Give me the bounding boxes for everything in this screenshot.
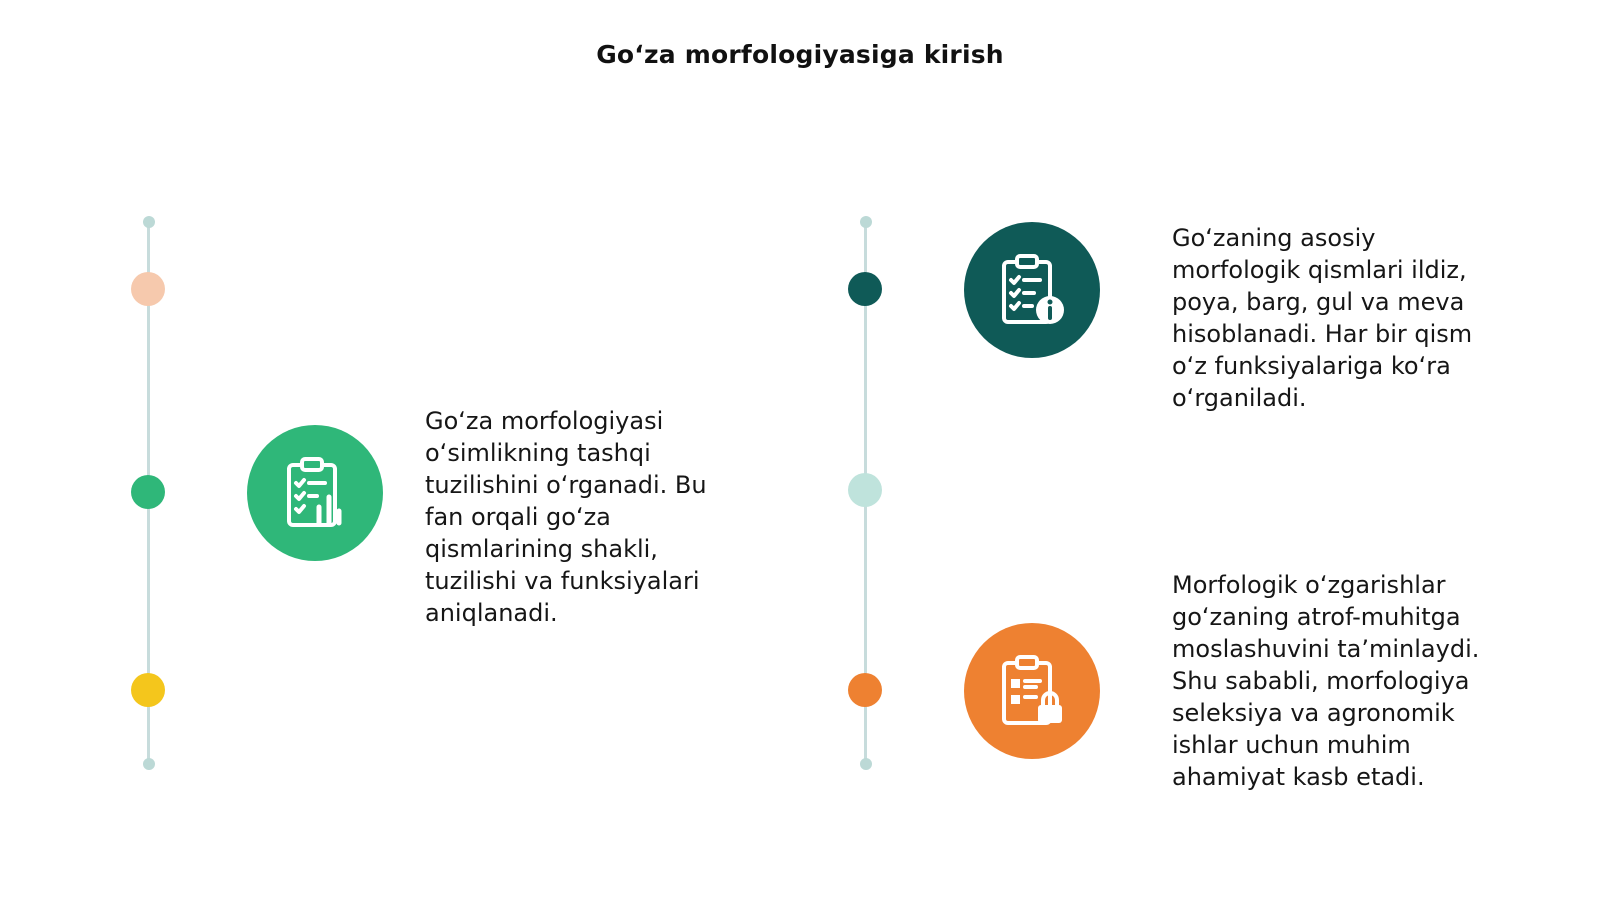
item-3-text: Morfologik oʻzgarishlar goʻzaning atrof-muhitga moslashuvini taʼminlaydi. Shu sababli, morfologiya seleksiya va agronomik ishlar uchun muhim ahamiyat kasb etadi. [1172, 571, 1480, 791]
left-timeline-node-peach [131, 272, 165, 306]
clipboard-info-icon [964, 222, 1100, 358]
page-title: Goʻza morfologiyasiga kirish [596, 40, 1004, 69]
left-timeline-bottom-dot [143, 758, 155, 770]
left-timeline-node-green [131, 475, 165, 509]
clipboard-lock-icon [964, 623, 1100, 759]
right-timeline-bottom-dot [860, 758, 872, 770]
left-timeline-top-dot [143, 216, 155, 228]
item-1-text: Goʻza morfologiyasi oʻsimlikning tashqi tuzilishini oʻrganadi. Bu fan orqali goʻza qismlarining shakli, tuzilishi va funksiyalari aniqlanadi. [425, 407, 707, 627]
right-timeline-node-teal [848, 272, 882, 306]
right-timeline-node-orange [848, 673, 882, 707]
right-timeline-node-mint [848, 473, 882, 507]
item-2-text: Goʻzaning asosiy morfologik qismlari ildiz, poya, barg, gul va meva hisoblanadi. Har bir qism oʻz funksiyalariga koʻra oʻrganiladi. [1172, 224, 1473, 412]
left-timeline-node-yellow [131, 673, 165, 707]
clipboard-chart-icon [247, 425, 383, 561]
right-timeline-top-dot [860, 216, 872, 228]
